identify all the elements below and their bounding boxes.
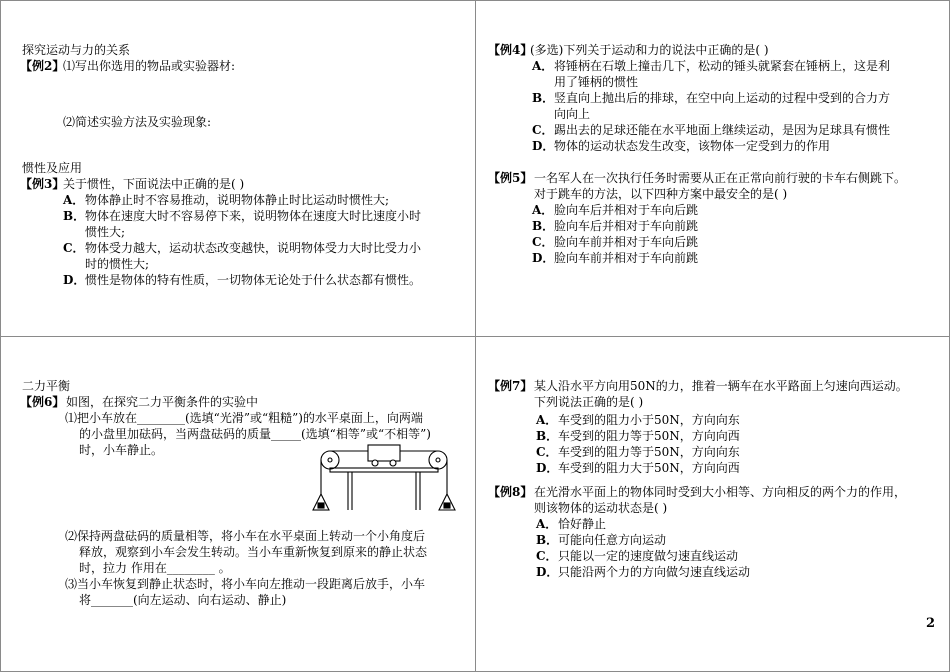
ex3-option-d: 惯性是物体的特有性质，一切物体无论处于什么状态都有惯性。 [85,273,422,287]
question-tag-ex2: 【例2】 [20,59,65,73]
section-title-motion-force: 探究运动与力的关系 [22,43,131,57]
ex4-option-letter: D． [532,139,555,153]
ex7-option-letter: C． [536,445,558,459]
ex7-option-a: 车受到的阻力小于50N，方向向东 [558,413,740,427]
ex6-p1-line2: 的小盘里加砝码，当两盘砝码的质量_____(选填“相等”或“不相等”) [79,427,431,441]
ex6-p2-line3: 时，拉力 作用在________ 。 [79,561,231,575]
ex8-stem-cont: 则该物体的运动状态是( ) [534,501,668,515]
section-title-inertia: 惯性及应用 [22,161,83,175]
ex8-option-c: 只能以一定的速度做匀速直线运动 [558,549,739,563]
ex4-option-letter: A． [532,59,554,73]
question-tag-ex7: 【例7】 [488,379,533,393]
ex4-option-b: 竖直向上抛出后的排球，在空中向上运动的过程中受到的合力方 [554,91,891,105]
page-number: 2 [926,616,936,631]
ex4-stem: (多选)下列关于运动和力的说法中正确的是( ) [530,43,769,57]
question-tag-ex6: 【例6】 [20,395,65,409]
question-tag-ex4: 【例4】 [488,43,533,57]
ex5-option-letter: D． [532,251,555,265]
ex3-stem: 关于惯性，下面说法中正确的是( ) [63,177,245,191]
ex7-option-b: 车受到的阻力等于50N，方向向西 [558,429,740,443]
ex4-option-letter: C． [532,123,554,137]
question-tag-ex8: 【例8】 [488,485,533,499]
ex8-option-a: 恰好静止 [558,517,607,531]
question-tag-ex5: 【例5】 [488,171,533,185]
ex8-option-letter: D． [536,565,559,579]
ex5-stem: 一名军人在一次执行任务时需要从正在正常向前行驶的卡车右侧跳下。 [534,171,907,185]
ex5-option-d: 脸向车前并相对于车向前跳 [554,251,699,265]
ex5-option-b: 脸向车后并相对于车向前跳 [554,219,699,233]
ex5-stem-cont: 对于跳车的方法，以下四种方案中最安全的是( ) [534,187,788,201]
question-tag-ex3: 【例3】 [20,177,65,191]
ex7-stem-cont: 下列说法正确的是( ) [534,395,644,409]
ex6-p1-line3: 时，小车静止。 [79,443,164,457]
ex7-stem: 某人沿水平方向用50N的力，推着一辆车在水平路面上匀速向西运动。 [534,379,908,393]
ex3-option-b: 物体在速度大时不容易停下来，说明物体在速度大时比速度小时 [85,209,422,223]
ex6-p2-line2: 释放，观察到小车会发生转动。当小车重新恢复到原来的静止状态 [79,545,428,559]
ex7-option-letter: A． [536,413,558,427]
ex4-option-d: 物体的运动状态发生改变，该物体一定受到力的作用 [554,139,831,153]
ex8-option-letter: B． [536,533,559,547]
ex3-option-c: 物体受力越大，运动状态改变越快，说明物体受力大时比受力小 [85,241,422,255]
ex3-option-letter: D． [63,273,86,287]
section-title-two-force-balance: 二力平衡 [22,379,71,393]
horizontal-divider [0,336,950,337]
ex5-option-c: 脸向车前并相对于车向后跳 [554,235,699,249]
ex5-option-a: 脸向车后并相对于车向后跳 [554,203,699,217]
ex4-option-b-cont: 向向上 [554,107,591,121]
ex5-option-letter: A． [532,203,554,217]
ex2-part1: ⑴写出你选用的物品或实验器材: [63,59,236,73]
ex7-option-c: 车受到的阻力等于50N，方向向东 [558,445,740,459]
ex4-option-c: 踢出去的足球还能在水平地面上继续运动，是因为足球具有惯性 [554,123,891,137]
ex3-option-letter: A． [63,193,85,207]
ex4-option-letter: B． [532,91,555,105]
ex3-option-a: 物体静止时不容易推动，说明物体静止时比运动时惯性大; [85,193,390,207]
ex3-option-letter: B． [63,209,86,223]
ex6-stem: 如图，在探究二力平衡条件的实验中 [66,395,259,409]
two-force-apparatus-diagram [308,438,460,518]
ex6-p2-line1: ⑵保持两盘砝码的质量相等，将小车在水平桌面上转动一个小角度后 [65,529,426,543]
ex2-part2: ⑵简述实验方法及实验现象: [63,115,212,129]
ex3-option-b-cont: 惯性大; [85,225,126,239]
ex7-option-letter: B． [536,429,559,443]
ex4-option-a-cont: 用了锤柄的惯性 [554,75,639,89]
ex7-option-letter: D． [536,461,559,475]
ex4-option-a: 将锤柄在石墩上撞击几下，松动的锤头就紧套在锤柄上，这是利 [554,59,891,73]
ex6-p1-line1: ⑴把小车放在________(选填“光滑”或“粗糙”)的水平桌面上，向两端 [65,411,423,425]
ex3-option-letter: C． [63,241,85,255]
ex8-stem: 在光滑水平面上的物体同时受到大小相等、方向相反的两个力的作用， [534,485,907,499]
ex8-option-b: 可能向任意方向运动 [558,533,667,547]
ex6-p3-line2: 将_______(向左运动、向右运动、静止) [79,593,287,607]
ex8-option-letter: C． [536,549,558,563]
ex8-option-d: 只能沿两个力的方向做匀速直线运动 [558,565,751,579]
ex7-option-d: 车受到的阻力大于50N，方向向西 [558,461,740,475]
ex5-option-letter: B． [532,219,555,233]
ex5-option-letter: C． [532,235,554,249]
ex3-option-c-cont: 时的惯性大; [85,257,150,271]
ex8-option-letter: A． [536,517,558,531]
ex6-p3-line1: ⑶当小车恢复到静止状态时，将小车向左推动一段距离后放手，小车 [65,577,426,591]
